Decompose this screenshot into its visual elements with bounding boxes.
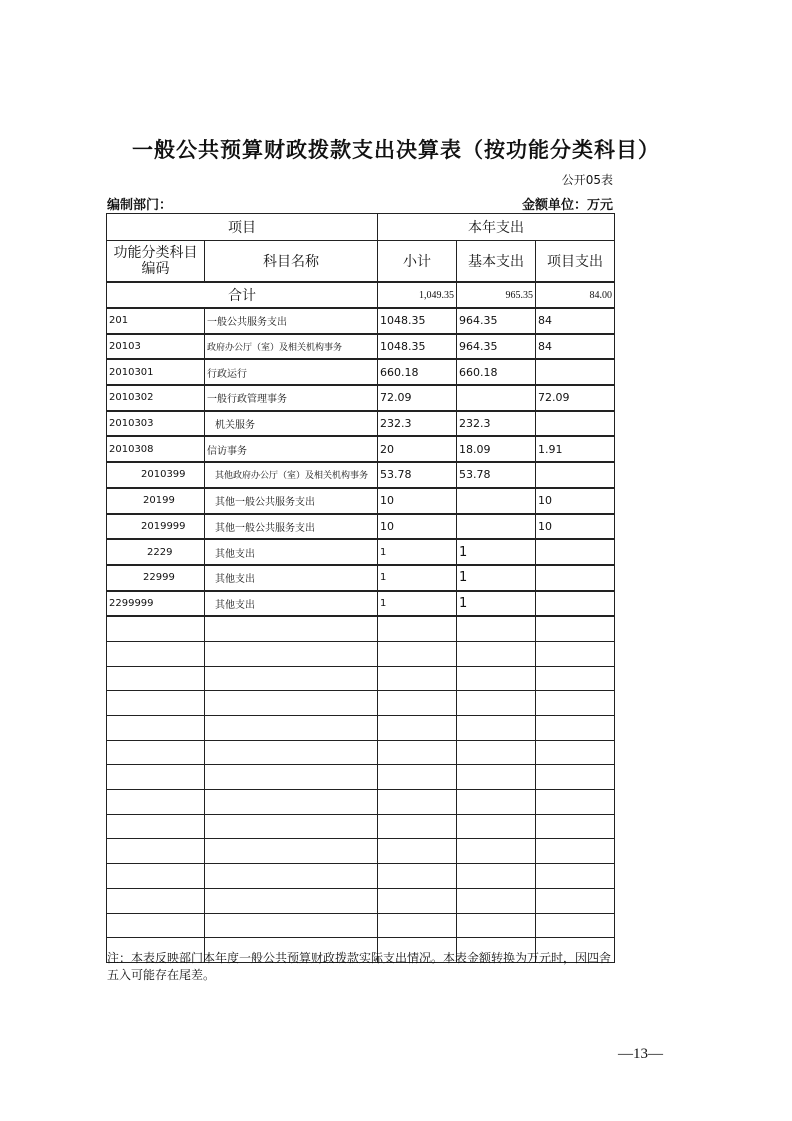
form-number: 公开05表 — [561, 173, 613, 187]
empty-cell — [536, 740, 615, 765]
row-basic: 1 — [457, 591, 536, 617]
empty-row — [107, 888, 615, 913]
row-code: 2010308 — [107, 436, 205, 462]
empty-cell — [378, 616, 457, 641]
empty-row — [107, 616, 615, 641]
empty-cell — [378, 814, 457, 839]
table-note: 注：本表反映部门本年度一般公共预算财政拨款实际支出情况。本表金额转换为万元时，因四舍五入可能存在尾差。 — [107, 951, 612, 982]
empty-cell — [378, 790, 457, 815]
table-row — [107, 411, 615, 437]
row-project — [536, 539, 615, 565]
row-code: 20103 — [107, 334, 205, 360]
table-row — [107, 539, 615, 565]
row-subtotal: 53.78 — [378, 462, 457, 488]
empty-cell — [536, 616, 615, 641]
row-project: 10 — [536, 488, 615, 514]
row-project — [536, 591, 615, 617]
empty-cell — [107, 765, 205, 790]
empty-cell — [457, 814, 536, 839]
empty-cell — [457, 864, 536, 889]
total-label: 合计 — [107, 282, 378, 308]
empty-cell — [378, 666, 457, 691]
empty-cell — [536, 839, 615, 864]
row-project — [536, 565, 615, 591]
row-name: 行政运行 — [205, 359, 378, 385]
empty-cell — [457, 641, 536, 666]
row-project — [536, 359, 615, 385]
row-basic: 1 — [457, 539, 536, 565]
header-row-2 — [107, 241, 615, 283]
row-subtotal: 1048.35 — [378, 334, 457, 360]
row-subtotal: 1048.35 — [378, 308, 457, 334]
empty-cell — [205, 913, 378, 938]
row-subtotal: 660.18 — [378, 359, 457, 385]
empty-cell — [536, 814, 615, 839]
empty-cell — [205, 666, 378, 691]
empty-row — [107, 913, 615, 938]
row-subtotal: 10 — [378, 488, 457, 514]
empty-cell — [536, 666, 615, 691]
row-name: 一般公共服务支出 — [205, 308, 378, 334]
empty-cell — [107, 864, 205, 889]
empty-cell — [457, 888, 536, 913]
empty-row — [107, 666, 615, 691]
empty-cell — [107, 740, 205, 765]
empty-cell — [536, 913, 615, 938]
empty-cell — [457, 616, 536, 641]
empty-cell — [457, 666, 536, 691]
row-code: 2229 — [107, 539, 205, 565]
empty-cell — [457, 913, 536, 938]
empty-row — [107, 740, 615, 765]
empty-cell — [457, 691, 536, 716]
empty-cell — [107, 716, 205, 741]
empty-cell — [107, 814, 205, 839]
empty-cell — [536, 691, 615, 716]
header-name: 科目名称 — [205, 241, 378, 283]
row-basic: 660.18 — [457, 359, 536, 385]
expenditure-table — [106, 213, 615, 963]
total-basic: 965.35 — [457, 282, 536, 308]
empty-cell — [536, 765, 615, 790]
header-year-expense: 本年支出 — [378, 214, 615, 241]
row-code: 2010399 — [107, 462, 205, 488]
page-title: 一般公共预算财政拨款支出决算表（按功能分类科目） — [132, 138, 660, 162]
total-project: 84.00 — [536, 282, 615, 308]
row-basic — [457, 385, 536, 411]
empty-cell — [378, 691, 457, 716]
empty-cell — [378, 765, 457, 790]
empty-cell — [536, 716, 615, 741]
table-row — [107, 359, 615, 385]
row-code: 20199 — [107, 488, 205, 514]
page-number: —13— — [618, 1046, 663, 1062]
empty-cell — [205, 691, 378, 716]
table-row — [107, 462, 615, 488]
empty-cell — [205, 616, 378, 641]
header-row-1 — [107, 214, 615, 241]
row-subtotal: 1 — [378, 539, 457, 565]
empty-cell — [107, 616, 205, 641]
empty-row — [107, 864, 615, 889]
empty-row — [107, 814, 615, 839]
total-subtotal: 1,049.35 — [378, 282, 457, 308]
empty-cell — [457, 839, 536, 864]
empty-row — [107, 765, 615, 790]
row-project: 84 — [536, 334, 615, 360]
row-basic: 964.35 — [457, 308, 536, 334]
row-subtotal: 1 — [378, 565, 457, 591]
empty-cell — [205, 864, 378, 889]
unit-label: 金额单位：万元 — [521, 198, 613, 213]
row-code: 22999 — [107, 565, 205, 591]
row-code: 2010302 — [107, 385, 205, 411]
row-project: 84 — [536, 308, 615, 334]
row-code: 2010303 — [107, 411, 205, 437]
empty-cell — [457, 790, 536, 815]
empty-cell — [205, 814, 378, 839]
row-subtotal: 72.09 — [378, 385, 457, 411]
empty-cell — [107, 691, 205, 716]
row-basic — [457, 488, 536, 514]
row-code: 2019999 — [107, 514, 205, 540]
empty-cell — [378, 740, 457, 765]
empty-cell — [205, 716, 378, 741]
empty-row — [107, 691, 615, 716]
row-basic: 232.3 — [457, 411, 536, 437]
row-subtotal: 20 — [378, 436, 457, 462]
table-row — [107, 488, 615, 514]
empty-cell — [205, 765, 378, 790]
row-name: 其他支出 — [205, 565, 378, 591]
row-basic: 18.09 — [457, 436, 536, 462]
table-row — [107, 591, 615, 617]
table-row — [107, 334, 615, 360]
empty-cell — [378, 913, 457, 938]
row-code: 201 — [107, 308, 205, 334]
empty-row — [107, 839, 615, 864]
row-basic: 53.78 — [457, 462, 536, 488]
empty-cell — [378, 839, 457, 864]
empty-row — [107, 790, 615, 815]
header-item: 项目 — [107, 214, 378, 241]
row-name: 政府办公厅（室）及相关机构事务 — [205, 334, 378, 360]
total-row — [107, 282, 615, 308]
empty-cell — [378, 864, 457, 889]
header-subtotal: 小计 — [378, 241, 457, 283]
table-row — [107, 308, 615, 334]
table-row — [107, 514, 615, 540]
empty-cell — [457, 765, 536, 790]
table-row — [107, 385, 615, 411]
row-name: 机关服务 — [205, 411, 378, 437]
empty-cell — [107, 888, 205, 913]
empty-cell — [107, 839, 205, 864]
empty-row — [107, 641, 615, 666]
row-project: 1.91 — [536, 436, 615, 462]
header-basic: 基本支出 — [457, 241, 536, 283]
empty-cell — [107, 666, 205, 691]
row-project — [536, 462, 615, 488]
row-name: 信访事务 — [205, 436, 378, 462]
row-subtotal: 1 — [378, 591, 457, 617]
row-project: 72.09 — [536, 385, 615, 411]
row-name: 其他支出 — [205, 591, 378, 617]
empty-cell — [536, 864, 615, 889]
empty-cell — [205, 839, 378, 864]
row-name: 其他支出 — [205, 539, 378, 565]
empty-row — [107, 716, 615, 741]
row-basic: 1 — [457, 565, 536, 591]
row-project — [536, 411, 615, 437]
row-name: 一般行政管理事务 — [205, 385, 378, 411]
empty-cell — [205, 888, 378, 913]
empty-cell — [536, 888, 615, 913]
empty-cell — [107, 790, 205, 815]
empty-cell — [536, 641, 615, 666]
empty-cell — [205, 740, 378, 765]
row-code: 2010301 — [107, 359, 205, 385]
empty-cell — [205, 790, 378, 815]
row-name: 其他一般公共服务支出 — [205, 488, 378, 514]
row-name: 其他一般公共服务支出 — [205, 514, 378, 540]
department-label: 编制部门： — [107, 198, 173, 213]
row-code: 2299999 — [107, 591, 205, 617]
empty-cell — [205, 641, 378, 666]
row-subtotal: 232.3 — [378, 411, 457, 437]
row-basic: 964.35 — [457, 334, 536, 360]
empty-cell — [536, 790, 615, 815]
row-project: 10 — [536, 514, 615, 540]
empty-cell — [107, 641, 205, 666]
empty-cell — [378, 641, 457, 666]
table-row — [107, 565, 615, 591]
empty-cell — [457, 740, 536, 765]
empty-cell — [107, 913, 205, 938]
header-project: 项目支出 — [536, 241, 615, 283]
table-row — [107, 436, 615, 462]
row-basic — [457, 514, 536, 540]
empty-cell — [378, 716, 457, 741]
header-code: 功能分类科目编码 — [107, 241, 205, 283]
row-name: 其他政府办公厅（室）及相关机构事务 — [205, 462, 378, 488]
empty-cell — [378, 888, 457, 913]
empty-cell — [457, 716, 536, 741]
row-subtotal: 10 — [378, 514, 457, 540]
